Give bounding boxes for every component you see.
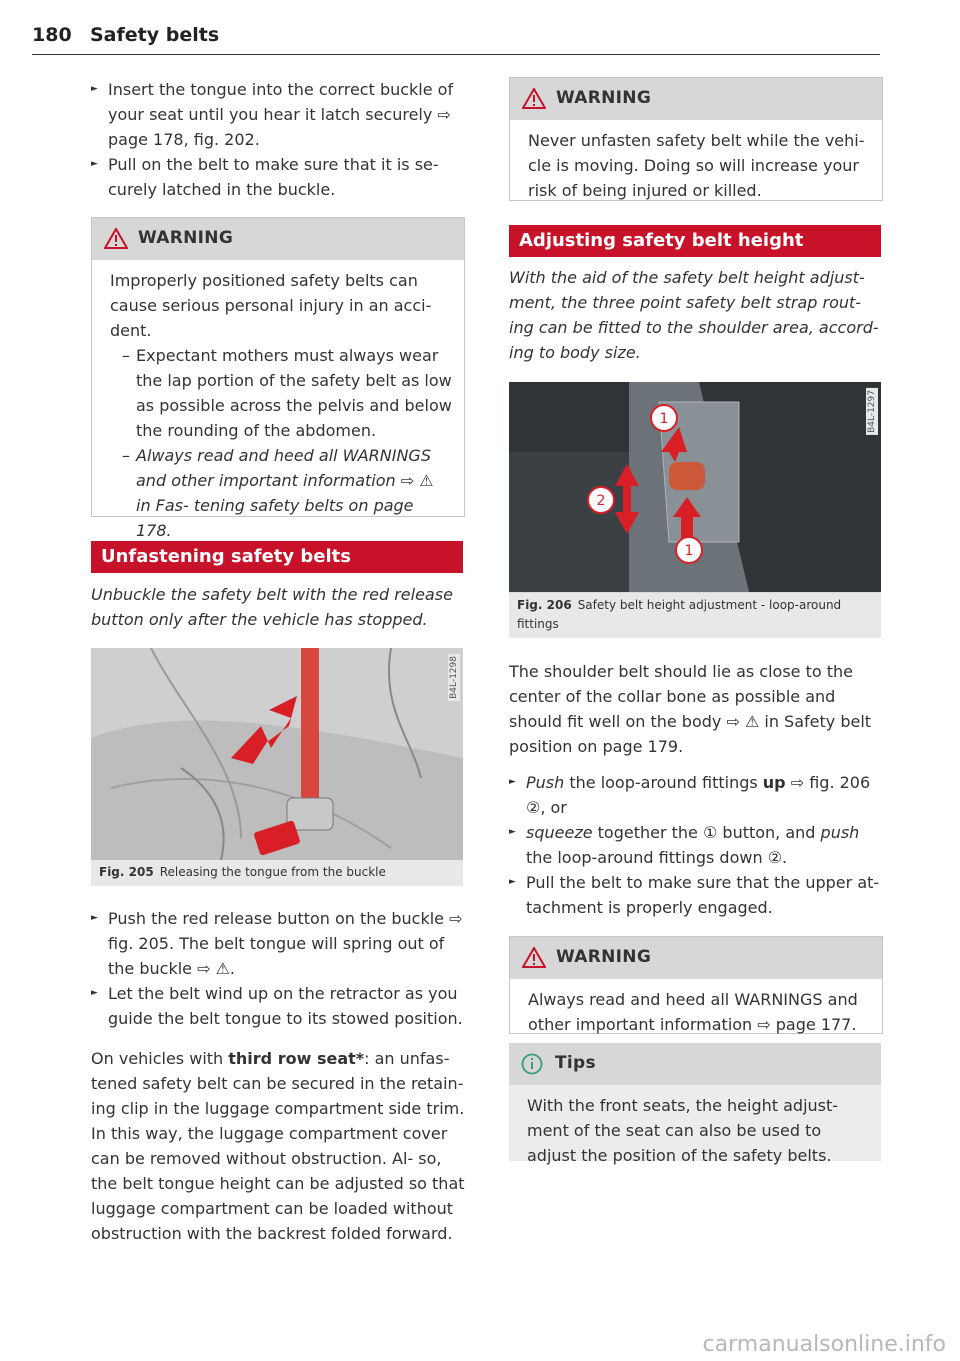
belt-release-illustration bbox=[91, 648, 463, 860]
figure-206 bbox=[509, 382, 881, 638]
tips-title: Tips bbox=[555, 1053, 596, 1073]
warning-header bbox=[92, 218, 464, 260]
tips-text: With the front seats, the height adjust- ment of the seat can also be used to adjust the position of the safety belts. bbox=[527, 1096, 839, 1165]
step-push-up: ► Push the loop-around fittings up ⇨ fig. 206 ②, or bbox=[500, 770, 885, 820]
figure-caption bbox=[509, 593, 881, 638]
step-insert-tongue: ► Insert the tongue into the correct buckle of your seat until you hear it latch securely ⇨ page 178, fig. 202. bbox=[82, 77, 462, 152]
step-push-release: ► Push the red release button on the buckle ⇨ fig. 205. The belt tongue will spring out of the buckle ⇨ ⚠. bbox=[82, 906, 467, 981]
warning-box-never-unfasten bbox=[509, 77, 883, 201]
section-title: Safety belts bbox=[90, 24, 220, 46]
figure-caption-text: Safety belt height adjustment - loop-around fittings bbox=[517, 598, 842, 631]
section-intro-unfastening: Unbuckle the safety belt with the red release button only after the vehicle has stopped. bbox=[91, 585, 453, 629]
watermark: carmanualsonline.info bbox=[702, 1332, 946, 1357]
figure-code: B4L-1298 bbox=[449, 656, 459, 699]
third-row-paragraph bbox=[91, 1046, 467, 1246]
step-squeeze-down: ► squeeze together the ① button, and push the loop-around fittings down ②. bbox=[500, 820, 885, 870]
warning-header bbox=[510, 78, 882, 120]
warning-title: WARNING bbox=[556, 88, 652, 108]
warning-item-expectant: – Expectant mothers must always wear the lap portion of the safety belt as low as possible across the pelvis and below the rounding of the abdomen. bbox=[110, 343, 452, 443]
warning-triangle-icon bbox=[522, 88, 546, 109]
step-let-wind: ► Let the belt wind up on the retractor as you guide the belt tongue to its stowed position. bbox=[82, 981, 467, 1031]
info-icon bbox=[521, 1053, 543, 1075]
callout-1: 1 bbox=[659, 411, 669, 427]
height-adjust-illustration bbox=[509, 382, 881, 592]
figure-caption bbox=[91, 860, 463, 886]
warning-text: Never unfasten safety belt while the vehi- cle is moving. Doing so will increase your risk of being injured or killed. bbox=[528, 131, 865, 200]
section-heading-unfastening: Unfastening safety belts bbox=[91, 541, 463, 573]
figure-205 bbox=[91, 648, 463, 886]
warning-header bbox=[510, 937, 882, 979]
figure-caption-text: Releasing the tongue from the buckle bbox=[159, 865, 386, 879]
page-header bbox=[32, 24, 880, 55]
step-pull-belt: ► Pull on the belt to make sure that it is se- curely latched in the buckle. bbox=[82, 152, 462, 202]
step-pull-check: ► Pull the belt to make sure that the upper at- tachment is properly engaged. bbox=[500, 870, 885, 920]
left-steps-after bbox=[82, 906, 467, 1031]
page-number: 180 bbox=[32, 24, 72, 46]
para-bold: third row seat* bbox=[228, 1049, 365, 1068]
figure-code: B4L-1297 bbox=[867, 390, 877, 433]
section-heading-adjusting: Adjusting safety belt height bbox=[509, 225, 881, 257]
warning-intro: Improperly positioned safety belts can cause serious personal injury in an acci- dent. bbox=[110, 271, 432, 340]
callout-1-lower: 1 bbox=[684, 543, 694, 559]
tips-box bbox=[509, 1043, 881, 1165]
left-steps-top bbox=[82, 77, 462, 202]
warning-title: WARNING bbox=[556, 947, 652, 967]
warning-triangle-icon bbox=[522, 947, 546, 968]
section-intro-adjusting: With the aid of the safety belt height adjust- ment, the three point safety belt strap rout- ing can be fitted to the shoulder area, accord- ing to body size. bbox=[509, 268, 879, 362]
warning-item-readheed: – Always read and heed all WARNINGS and other important information ⇨ ⚠ in Fas- tening safety belts on page 178. bbox=[110, 443, 452, 543]
warning-text: Always read and heed all WARNINGS and other important information ⇨ page 177. bbox=[528, 990, 858, 1034]
warning-box-positioning bbox=[91, 217, 465, 540]
figure-label: Fig. 206 bbox=[517, 598, 572, 612]
warning-title: WARNING bbox=[138, 228, 234, 248]
warning-box-read-heed bbox=[509, 936, 883, 1034]
warning-triangle-icon bbox=[104, 228, 128, 249]
tips-header bbox=[509, 1043, 881, 1085]
shoulder-belt-paragraph: The shoulder belt should lie as close to the center of the collar bone as possible and should fit well on the body ⇨ ⚠ in Safety belt position on page 179. bbox=[509, 662, 872, 756]
figure-label: Fig. 205 bbox=[99, 865, 154, 879]
callout-2: 2 bbox=[596, 493, 606, 509]
right-steps bbox=[500, 770, 885, 920]
para-lead: On vehicles with bbox=[91, 1049, 229, 1068]
para-rest: : an unfas- tened safety belt can be secured in the retain- ing clip in the luggage compartment side trim. In this way, the luggage compartment cover can be removed without obstruction. Al- so, the belt tongue height can be adjusted so that luggage compartment can be loaded without obstruction with the backrest folded forward. bbox=[91, 1049, 465, 1243]
